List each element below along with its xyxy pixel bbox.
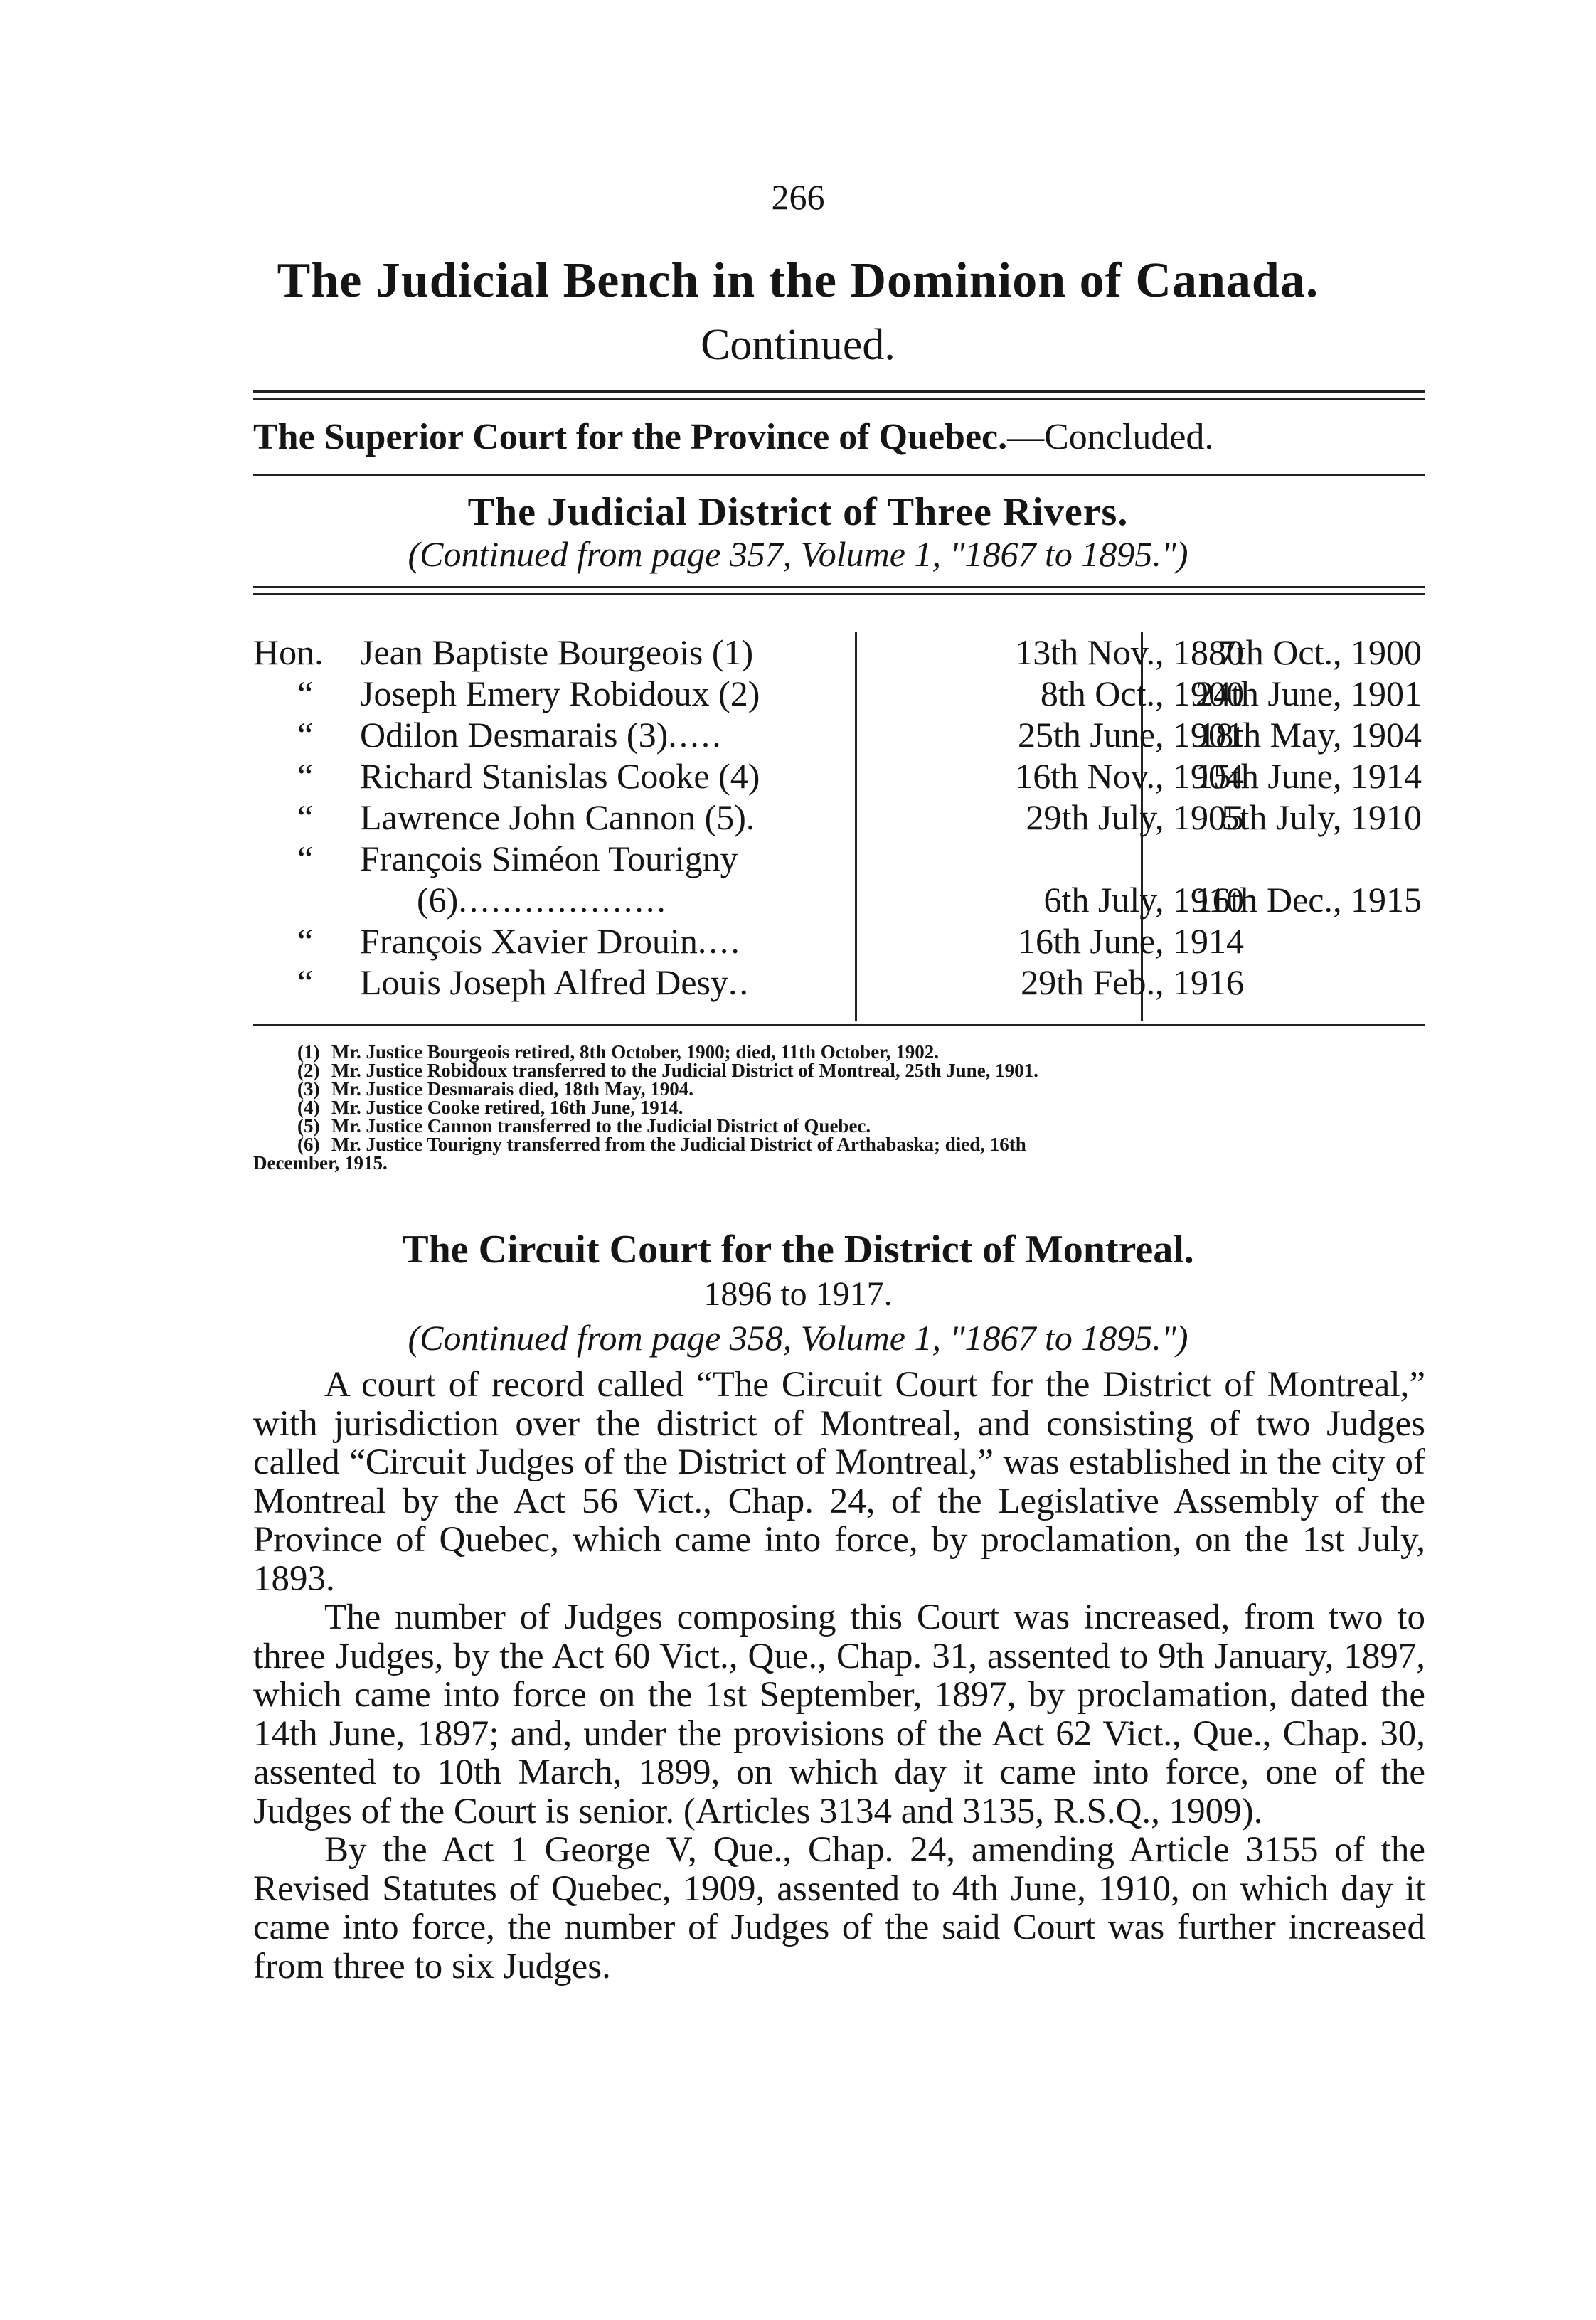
- main-title: The Judicial Bench in the Dominion of Canada.: [277, 253, 1319, 308]
- judge-name-text: Odilon Desmarais (3): [360, 715, 669, 755]
- judge-ended-date: 5th July, 1910: [1221, 797, 1422, 837]
- court-heading-bold: The Superior Court for the Province of Quebec.: [253, 417, 1008, 457]
- footnote-text: Mr. Justice Robidoux transferred to the Judicial District of Montreal, 25th June, 1901.: [331, 1060, 1038, 1081]
- judge-name-text: Louis Joseph Alfred Desy: [360, 962, 728, 1002]
- footnote-text: Mr. Justice Cooke retired, 16th June, 1914.: [331, 1097, 683, 1118]
- judge-appointed-date: 6th July, 1910: [1043, 880, 1244, 920]
- district-continued: (Continued from page 357, Volume 1, "1867 to 1895."): [408, 534, 1188, 574]
- judge-name: [360, 838, 1100, 879]
- judge-title: “: [297, 839, 314, 878]
- judge-ended-date: 15th June, 1914: [1195, 756, 1422, 796]
- footnote: [253, 1135, 1425, 1154]
- double-rule-table-2: [253, 593, 1425, 595]
- judge-name-leader: .: [745, 797, 757, 837]
- judge-name-text: Lawrence John Cannon (5): [360, 797, 746, 837]
- double-rule-table-1: [253, 586, 1425, 588]
- judge-name-text: Joseph Emery Robidoux (2): [360, 674, 760, 713]
- judge-row: [253, 838, 1425, 880]
- judge-name-text: François Xavier Drouin: [360, 921, 698, 961]
- footnotes: [253, 1043, 1425, 1175]
- judge-title: Hon.: [253, 632, 324, 672]
- judge-name-leader: .....: [668, 715, 723, 755]
- judge-row: [253, 755, 1425, 798]
- footnote-number: (6): [297, 1134, 320, 1155]
- judge-ended-date: 7th Oct., 1900: [1218, 632, 1422, 672]
- page-number: 266: [771, 177, 825, 217]
- judge-title: “: [297, 921, 314, 961]
- footnote: [253, 1043, 1425, 1061]
- judge-appointed-date: 29th July, 1905: [1026, 797, 1244, 837]
- footnote-text: Mr. Justice Bourgeois retired, 8th October, 1900; died, 11th October, 1902.: [331, 1041, 939, 1063]
- judge-name-leader: ....: [697, 921, 742, 961]
- circuit-court-continued: (Continued from page 358, Volume 1, "1867 to 1895."): [408, 1318, 1188, 1358]
- court-heading-rest: —Concluded.: [1007, 417, 1214, 457]
- judge-title: “: [297, 756, 314, 796]
- body-paragraph: The number of Judges composing this Court was increased, from two to three Judges, by the Act 60 Vict., Que., Chap. 31, assented to 9th January, 1897, which came into force on the 1st September, 1897, by proclamation, dated the 14th June, 1897; and, under the provisions of the Act 62 Vict., Que., Chap. 30, assented to 10th March, 1899, on which day it came into force, one of the Judges of the Court is senior. (Articles 3134 and 3135, R.S.Q., 1909).: [253, 1597, 1425, 1831]
- judge-row: [253, 714, 1425, 757]
- judge-row: [253, 673, 1425, 715]
- judge-ended-date: 18th May, 1904: [1198, 715, 1422, 755]
- body-paragraph: By the Act 1 George V, Que., Chap. 24, amending Article 3155 of the Revised Statutes of Quebec, 1909, assented to 4th June, 1910, on which day it came into force, the number of Judges of the said Court was further increased from three to six Judges.: [253, 1830, 1425, 1986]
- double-rule-top-1: [253, 390, 1425, 393]
- judge-appointed-date: 16th Nov., 1904: [1015, 756, 1244, 796]
- footnote-text: Mr. Justice Cannon transferred to the Judicial District of Quebec.: [331, 1115, 871, 1137]
- judge-appointed-date: 16th June, 1914: [1017, 921, 1244, 961]
- footnote-number: (2): [297, 1060, 320, 1081]
- footnote-number: (1): [297, 1041, 320, 1063]
- footnote-continuation: December, 1915.: [253, 1152, 388, 1174]
- footnote-number: (3): [297, 1078, 320, 1100]
- judge-name-text: Richard Stanislas Cooke (4): [360, 756, 760, 796]
- district-title: The Judicial District of Three Rivers.: [467, 490, 1129, 534]
- footnote-text: Mr. Justice Tourigny transferred from the Judicial District of Arthabaska; died, 16th: [331, 1134, 1026, 1155]
- judge-row: [253, 962, 1425, 1004]
- footnote: [253, 1080, 1425, 1098]
- rule-under-table: [253, 1024, 1425, 1026]
- footnote-number: (5): [297, 1115, 320, 1137]
- circuit-court-years: 1896 to 1917.: [703, 1275, 893, 1313]
- body-text: [253, 1366, 1425, 1986]
- main-subtitle: Continued.: [701, 321, 895, 369]
- judge-appointed-date: 8th Oct., 1900: [1040, 674, 1244, 713]
- footnote: [253, 1117, 1425, 1135]
- judges-table: [253, 632, 1425, 1021]
- judge-title: “: [297, 797, 314, 837]
- judge-name-leader: ...................: [458, 880, 668, 920]
- judge-appointed-date: 13th Nov., 1880: [1015, 632, 1244, 672]
- footnote-number: (4): [297, 1097, 320, 1118]
- judge-name-leader: ..: [728, 962, 750, 1002]
- court-heading: [253, 416, 1425, 458]
- footnote: [253, 1098, 1425, 1117]
- judge-appointed-date: 29th Feb., 1916: [1021, 962, 1244, 1002]
- judge-name-text: Jean Baptiste Bourgeois (1): [360, 632, 754, 672]
- body-paragraph: A court of record called “The Circuit Court for the District of Montreal,” with jurisdiction over the district of Montreal, and consisting of two Judges called “Circuit Judges of the District of Montreal,” was established in the city of Montreal by the Act 56 Vict., Chap. 24, of the Legislative Assembly of the Province of Quebec, which came into force, by proclamation, on the 1st July, 1893.: [253, 1365, 1425, 1599]
- double-rule-top-2: [253, 398, 1425, 400]
- footnote-text: Mr. Justice Desmarais died, 18th May, 1904.: [331, 1078, 693, 1100]
- judge-ended-date: 16th Dec., 1915: [1194, 880, 1422, 920]
- circuit-court-title: The Circuit Court for the District of Montreal.: [402, 1228, 1194, 1272]
- judge-row: [253, 632, 1425, 674]
- judge-row: [253, 920, 1425, 963]
- judge-ended-date: 24th June, 1901: [1195, 674, 1422, 713]
- judge-title: “: [297, 962, 314, 1002]
- judge-name-text: (6): [417, 880, 459, 920]
- rule-under-court-heading: [253, 474, 1425, 476]
- judge-appointed-date: 25th June, 1901: [1017, 715, 1244, 755]
- footnote: [253, 1061, 1425, 1080]
- judge-name-text: François Siméon Tourigny: [360, 839, 738, 878]
- judge-title: “: [297, 715, 314, 755]
- judge-row: [253, 797, 1425, 839]
- judge-title: “: [297, 674, 314, 713]
- judge-row: [253, 879, 1425, 922]
